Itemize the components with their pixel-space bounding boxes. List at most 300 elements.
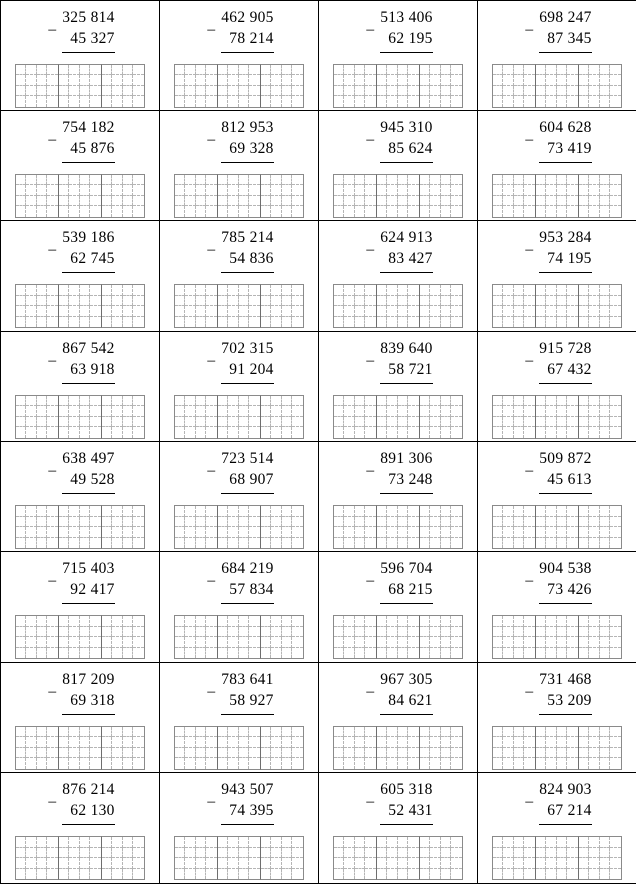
answer-grid-cell[interactable] (387, 627, 398, 638)
answer-grid-cell[interactable] (344, 285, 355, 296)
answer-grid-cell[interactable] (610, 837, 621, 848)
answer-grid-cell[interactable] (271, 737, 282, 748)
answer-grid-cell[interactable] (239, 396, 250, 407)
answer-grid-cell[interactable] (261, 538, 272, 549)
answer-grid-cell[interactable] (524, 727, 535, 738)
answer-grid-cell[interactable] (271, 306, 282, 317)
answer-grid-cell[interactable] (334, 616, 345, 627)
answer-grid-cell[interactable] (441, 748, 452, 759)
answer-grid-cell[interactable] (524, 848, 535, 859)
answer-grid[interactable] (174, 395, 304, 439)
answer-grid-cell[interactable] (90, 737, 101, 748)
answer-grid-cell[interactable] (123, 196, 134, 207)
answer-grid-cell[interactable] (206, 96, 217, 107)
answer-grid-block[interactable] (15, 284, 59, 328)
answer-grid-cell[interactable] (59, 737, 70, 748)
answer-grid-cell[interactable] (398, 75, 409, 86)
answer-grid-cell[interactable] (377, 737, 388, 748)
answer-grid-cell[interactable] (451, 737, 462, 748)
answer-grid-cell[interactable] (123, 296, 134, 307)
answer-grid-cell[interactable] (185, 527, 196, 538)
answer-grid-cell[interactable] (441, 637, 452, 648)
answer-grid-cell[interactable] (59, 285, 70, 296)
answer-grid-cell[interactable] (536, 727, 547, 738)
answer-grid-cell[interactable] (112, 648, 123, 659)
answer-grid-cell[interactable] (112, 748, 123, 759)
answer-grid-cell[interactable] (451, 538, 462, 549)
answer-grid-cell[interactable] (579, 317, 590, 328)
answer-grid-cell[interactable] (430, 506, 441, 517)
answer-grid-cell[interactable] (398, 296, 409, 307)
answer-grid-block[interactable] (492, 395, 536, 439)
answer-grid-cell[interactable] (503, 837, 514, 848)
answer-grid-cell[interactable] (196, 396, 207, 407)
answer-grid-cell[interactable] (398, 848, 409, 859)
answer-grid-cell[interactable] (282, 758, 293, 769)
answer-grid-block[interactable] (419, 726, 463, 770)
answer-grid-cell[interactable] (206, 517, 217, 528)
answer-grid-cell[interactable] (610, 758, 621, 769)
answer-grid-cell[interactable] (228, 858, 239, 869)
answer-grid-cell[interactable] (493, 538, 504, 549)
answer-grid-cell[interactable] (292, 616, 303, 627)
answer-grid-cell[interactable] (365, 427, 376, 438)
answer-grid-cell[interactable] (600, 206, 611, 217)
answer-grid-cell[interactable] (514, 538, 525, 549)
answer-grid-cell[interactable] (282, 517, 293, 528)
answer-grid-block[interactable] (101, 64, 145, 108)
answer-grid-cell[interactable] (292, 427, 303, 438)
answer-grid-cell[interactable] (133, 396, 144, 407)
answer-grid-cell[interactable] (387, 65, 398, 76)
answer-grid-cell[interactable] (16, 848, 27, 859)
answer-grid-cell[interactable] (441, 306, 452, 317)
answer-grid-cell[interactable] (47, 616, 58, 627)
answer-grid-cell[interactable] (503, 737, 514, 748)
answer-grid-cell[interactable] (16, 317, 27, 328)
answer-grid-cell[interactable] (239, 737, 250, 748)
answer-grid-cell[interactable] (261, 506, 272, 517)
answer-grid-block[interactable] (260, 726, 304, 770)
answer-grid-cell[interactable] (175, 737, 186, 748)
answer-grid-cell[interactable] (218, 427, 229, 438)
answer-grid-cell[interactable] (26, 727, 37, 738)
answer-grid-cell[interactable] (292, 296, 303, 307)
answer-grid-cell[interactable] (282, 627, 293, 638)
answer-grid-cell[interactable] (334, 206, 345, 217)
answer-grid-cell[interactable] (102, 869, 113, 880)
answer-grid-cell[interactable] (239, 517, 250, 528)
answer-grid-cell[interactable] (261, 196, 272, 207)
answer-grid-cell[interactable] (567, 296, 578, 307)
answer-grid-cell[interactable] (600, 527, 611, 538)
answer-grid-cell[interactable] (123, 848, 134, 859)
answer-grid-cell[interactable] (133, 858, 144, 869)
answer-grid-cell[interactable] (37, 296, 48, 307)
answer-grid-cell[interactable] (90, 196, 101, 207)
answer-grid-cell[interactable] (249, 837, 260, 848)
answer-grid-cell[interactable] (206, 848, 217, 859)
answer-grid-cell[interactable] (218, 527, 229, 538)
answer-grid-cell[interactable] (185, 637, 196, 648)
answer-grid-cell[interactable] (536, 206, 547, 217)
answer-grid-cell[interactable] (334, 737, 345, 748)
answer-grid-cell[interactable] (59, 858, 70, 869)
answer-grid-cell[interactable] (365, 527, 376, 538)
answer-grid-cell[interactable] (334, 185, 345, 196)
answer-grid-block[interactable] (217, 395, 261, 439)
answer-grid-cell[interactable] (228, 848, 239, 859)
answer-grid-cell[interactable] (387, 517, 398, 528)
answer-grid-block[interactable] (535, 395, 579, 439)
answer-grid-cell[interactable] (80, 527, 91, 538)
answer-grid[interactable] (492, 284, 622, 328)
answer-grid-cell[interactable] (133, 65, 144, 76)
answer-grid-cell[interactable] (249, 869, 260, 880)
answer-grid-cell[interactable] (16, 86, 27, 97)
answer-grid-cell[interactable] (80, 848, 91, 859)
answer-grid-cell[interactable] (26, 517, 37, 528)
answer-grid-cell[interactable] (218, 75, 229, 86)
answer-grid-cell[interactable] (26, 527, 37, 538)
answer-grid-cell[interactable] (365, 296, 376, 307)
answer-grid-cell[interactable] (387, 296, 398, 307)
answer-grid-cell[interactable] (524, 627, 535, 638)
answer-grid-block[interactable] (58, 395, 102, 439)
answer-grid-cell[interactable] (610, 748, 621, 759)
answer-grid-cell[interactable] (451, 858, 462, 869)
answer-grid-block[interactable] (217, 505, 261, 549)
answer-grid-cell[interactable] (282, 748, 293, 759)
answer-grid-cell[interactable] (408, 506, 419, 517)
answer-grid-cell[interactable] (420, 748, 431, 759)
answer-grid-cell[interactable] (430, 727, 441, 738)
answer-grid-cell[interactable] (185, 758, 196, 769)
answer-grid-cell[interactable] (112, 75, 123, 86)
answer-grid-cell[interactable] (37, 858, 48, 869)
answer-grid-cell[interactable] (493, 196, 504, 207)
answer-grid-cell[interactable] (451, 196, 462, 207)
answer-grid-cell[interactable] (600, 616, 611, 627)
answer-grid-cell[interactable] (185, 317, 196, 328)
answer-grid-cell[interactable] (102, 517, 113, 528)
answer-grid-cell[interactable] (600, 185, 611, 196)
answer-grid-block[interactable] (419, 836, 463, 880)
answer-grid-cell[interactable] (493, 616, 504, 627)
answer-grid-cell[interactable] (377, 285, 388, 296)
answer-grid-cell[interactable] (567, 185, 578, 196)
answer-grid[interactable] (174, 174, 304, 218)
answer-grid-cell[interactable] (567, 196, 578, 207)
answer-grid-cell[interactable] (441, 837, 452, 848)
answer-grid-cell[interactable] (123, 627, 134, 638)
answer-grid-cell[interactable] (218, 758, 229, 769)
answer-grid-cell[interactable] (47, 869, 58, 880)
answer-grid-cell[interactable] (271, 427, 282, 438)
answer-grid-cell[interactable] (579, 427, 590, 438)
answer-grid-cell[interactable] (185, 285, 196, 296)
answer-grid-cell[interactable] (80, 748, 91, 759)
answer-grid-cell[interactable] (26, 196, 37, 207)
answer-grid-cell[interactable] (365, 206, 376, 217)
answer-grid-cell[interactable] (451, 517, 462, 528)
answer-grid-cell[interactable] (420, 406, 431, 417)
answer-grid-cell[interactable] (387, 527, 398, 538)
answer-grid-cell[interactable] (398, 538, 409, 549)
answer-grid-cell[interactable] (239, 616, 250, 627)
answer-grid-block[interactable] (419, 284, 463, 328)
answer-grid-cell[interactable] (514, 748, 525, 759)
answer-grid-cell[interactable] (292, 869, 303, 880)
answer-grid-cell[interactable] (271, 65, 282, 76)
answer-grid-cell[interactable] (557, 306, 568, 317)
answer-grid-cell[interactable] (493, 206, 504, 217)
answer-grid-cell[interactable] (355, 96, 366, 107)
answer-grid-block[interactable] (260, 505, 304, 549)
answer-grid-cell[interactable] (185, 296, 196, 307)
answer-grid-cell[interactable] (80, 758, 91, 769)
answer-grid-cell[interactable] (589, 196, 600, 207)
answer-grid-cell[interactable] (123, 506, 134, 517)
answer-grid-cell[interactable] (90, 96, 101, 107)
answer-grid-cell[interactable] (344, 627, 355, 638)
answer-grid-block[interactable] (535, 505, 579, 549)
answer-grid-cell[interactable] (261, 858, 272, 869)
answer-grid-cell[interactable] (282, 175, 293, 186)
answer-grid-cell[interactable] (355, 848, 366, 859)
answer-grid-cell[interactable] (420, 96, 431, 107)
answer-grid-cell[interactable] (408, 527, 419, 538)
answer-grid-cell[interactable] (377, 837, 388, 848)
answer-grid-cell[interactable] (228, 727, 239, 738)
answer-grid-cell[interactable] (600, 75, 611, 86)
answer-grid-cell[interactable] (59, 96, 70, 107)
answer-grid-cell[interactable] (344, 396, 355, 407)
answer-grid-cell[interactable] (557, 758, 568, 769)
answer-grid-cell[interactable] (610, 616, 621, 627)
answer-grid-cell[interactable] (600, 296, 611, 307)
answer-grid-cell[interactable] (567, 317, 578, 328)
answer-grid-cell[interactable] (26, 869, 37, 880)
answer-grid-block[interactable] (217, 726, 261, 770)
answer-grid-cell[interactable] (102, 417, 113, 428)
answer-grid-cell[interactable] (175, 206, 186, 217)
answer-grid-cell[interactable] (377, 206, 388, 217)
answer-grid-cell[interactable] (37, 175, 48, 186)
answer-grid-cell[interactable] (387, 185, 398, 196)
answer-grid-cell[interactable] (37, 96, 48, 107)
answer-grid-cell[interactable] (37, 648, 48, 659)
answer-grid-cell[interactable] (80, 506, 91, 517)
answer-grid-cell[interactable] (344, 206, 355, 217)
answer-grid-cell[interactable] (47, 748, 58, 759)
answer-grid-cell[interactable] (102, 196, 113, 207)
answer-grid-cell[interactable] (239, 196, 250, 207)
answer-grid-cell[interactable] (249, 196, 260, 207)
answer-grid-cell[interactable] (408, 296, 419, 307)
answer-grid-cell[interactable] (185, 648, 196, 659)
answer-grid-cell[interactable] (228, 417, 239, 428)
answer-grid-cell[interactable] (249, 758, 260, 769)
answer-grid-cell[interactable] (90, 616, 101, 627)
answer-grid-cell[interactable] (600, 627, 611, 638)
answer-grid-cell[interactable] (546, 758, 557, 769)
answer-grid[interactable] (492, 505, 622, 549)
answer-grid-cell[interactable] (80, 538, 91, 549)
answer-grid-cell[interactable] (112, 637, 123, 648)
answer-grid-cell[interactable] (536, 858, 547, 869)
answer-grid-cell[interactable] (69, 427, 80, 438)
answer-grid-cell[interactable] (451, 627, 462, 638)
answer-grid-cell[interactable] (514, 65, 525, 76)
answer-grid-cell[interactable] (503, 506, 514, 517)
answer-grid-cell[interactable] (408, 406, 419, 417)
answer-grid-cell[interactable] (503, 396, 514, 407)
answer-grid-cell[interactable] (430, 858, 441, 869)
answer-grid-cell[interactable] (408, 837, 419, 848)
answer-grid-block[interactable] (333, 284, 377, 328)
answer-grid-cell[interactable] (112, 427, 123, 438)
answer-grid-cell[interactable] (175, 648, 186, 659)
answer-grid-cell[interactable] (377, 306, 388, 317)
answer-grid-cell[interactable] (196, 637, 207, 648)
answer-grid-cell[interactable] (90, 748, 101, 759)
answer-grid-cell[interactable] (334, 748, 345, 759)
answer-grid-cell[interactable] (546, 858, 557, 869)
answer-grid-cell[interactable] (249, 406, 260, 417)
answer-grid-cell[interactable] (387, 506, 398, 517)
answer-grid-cell[interactable] (334, 65, 345, 76)
answer-grid-cell[interactable] (271, 748, 282, 759)
answer-grid-block[interactable] (217, 836, 261, 880)
answer-grid-cell[interactable] (102, 206, 113, 217)
answer-grid-cell[interactable] (228, 175, 239, 186)
answer-grid-cell[interactable] (524, 306, 535, 317)
answer-grid-cell[interactable] (493, 648, 504, 659)
answer-grid-cell[interactable] (206, 75, 217, 86)
answer-grid-cell[interactable] (408, 206, 419, 217)
answer-grid-cell[interactable] (133, 285, 144, 296)
answer-grid-cell[interactable] (344, 196, 355, 207)
answer-grid-cell[interactable] (249, 185, 260, 196)
answer-grid-cell[interactable] (261, 869, 272, 880)
answer-grid-cell[interactable] (239, 538, 250, 549)
answer-grid-cell[interactable] (282, 527, 293, 538)
answer-grid-cell[interactable] (102, 837, 113, 848)
answer-grid-cell[interactable] (377, 427, 388, 438)
answer-grid-cell[interactable] (47, 527, 58, 538)
answer-grid-cell[interactable] (16, 627, 27, 638)
answer-grid-cell[interactable] (228, 65, 239, 76)
answer-grid-cell[interactable] (90, 65, 101, 76)
answer-grid-cell[interactable] (365, 506, 376, 517)
answer-grid-cell[interactable] (69, 406, 80, 417)
answer-grid-cell[interactable] (133, 727, 144, 738)
answer-grid-cell[interactable] (536, 75, 547, 86)
answer-grid-cell[interactable] (589, 406, 600, 417)
answer-grid-cell[interactable] (355, 406, 366, 417)
answer-grid-cell[interactable] (47, 396, 58, 407)
answer-grid-cell[interactable] (249, 75, 260, 86)
answer-grid-cell[interactable] (69, 737, 80, 748)
answer-grid-cell[interactable] (600, 727, 611, 738)
answer-grid-cell[interactable] (546, 869, 557, 880)
answer-grid-cell[interactable] (430, 396, 441, 407)
answer-grid-block[interactable] (58, 726, 102, 770)
answer-grid-block[interactable] (333, 64, 377, 108)
answer-grid-cell[interactable] (228, 506, 239, 517)
answer-grid-cell[interactable] (334, 417, 345, 428)
answer-grid-cell[interactable] (514, 616, 525, 627)
answer-grid-cell[interactable] (546, 317, 557, 328)
answer-grid-cell[interactable] (355, 175, 366, 186)
answer-grid-cell[interactable] (90, 527, 101, 538)
answer-grid-cell[interactable] (355, 869, 366, 880)
answer-grid-cell[interactable] (196, 648, 207, 659)
answer-grid-cell[interactable] (196, 306, 207, 317)
answer-grid-cell[interactable] (80, 285, 91, 296)
answer-grid-cell[interactable] (451, 848, 462, 859)
answer-grid-cell[interactable] (355, 727, 366, 738)
answer-grid-cell[interactable] (271, 175, 282, 186)
answer-grid-cell[interactable] (408, 848, 419, 859)
answer-grid-cell[interactable] (600, 96, 611, 107)
answer-grid-cell[interactable] (524, 185, 535, 196)
answer-grid-cell[interactable] (261, 527, 272, 538)
answer-grid-cell[interactable] (514, 196, 525, 207)
answer-grid-cell[interactable] (292, 748, 303, 759)
answer-grid-cell[interactable] (514, 285, 525, 296)
answer-grid-cell[interactable] (589, 616, 600, 627)
answer-grid-cell[interactable] (37, 727, 48, 738)
answer-grid-cell[interactable] (514, 727, 525, 738)
answer-grid-cell[interactable] (420, 427, 431, 438)
answer-grid-cell[interactable] (579, 517, 590, 528)
answer-grid-cell[interactable] (579, 758, 590, 769)
answer-grid-cell[interactable] (80, 396, 91, 407)
answer-grid-block[interactable] (376, 505, 420, 549)
answer-grid-cell[interactable] (546, 96, 557, 107)
answer-grid-cell[interactable] (408, 737, 419, 748)
answer-grid-cell[interactable] (567, 65, 578, 76)
answer-grid-cell[interactable] (90, 285, 101, 296)
answer-grid-cell[interactable] (26, 538, 37, 549)
answer-grid-cell[interactable] (493, 86, 504, 97)
answer-grid-cell[interactable] (377, 538, 388, 549)
answer-grid-cell[interactable] (524, 427, 535, 438)
answer-grid-cell[interactable] (90, 637, 101, 648)
answer-grid-cell[interactable] (589, 517, 600, 528)
answer-grid-cell[interactable] (441, 406, 452, 417)
answer-grid-cell[interactable] (47, 427, 58, 438)
answer-grid-cell[interactable] (365, 185, 376, 196)
answer-grid-cell[interactable] (441, 296, 452, 307)
answer-grid-cell[interactable] (557, 96, 568, 107)
answer-grid[interactable] (333, 836, 463, 880)
answer-grid-cell[interactable] (69, 86, 80, 97)
answer-grid-cell[interactable] (567, 506, 578, 517)
answer-grid-cell[interactable] (37, 317, 48, 328)
answer-grid-cell[interactable] (37, 427, 48, 438)
answer-grid-cell[interactable] (282, 185, 293, 196)
answer-grid-cell[interactable] (59, 758, 70, 769)
answer-grid-cell[interactable] (387, 727, 398, 738)
answer-grid-cell[interactable] (377, 86, 388, 97)
answer-grid-cell[interactable] (196, 206, 207, 217)
answer-grid-cell[interactable] (493, 185, 504, 196)
answer-grid-cell[interactable] (344, 75, 355, 86)
answer-grid-cell[interactable] (579, 869, 590, 880)
